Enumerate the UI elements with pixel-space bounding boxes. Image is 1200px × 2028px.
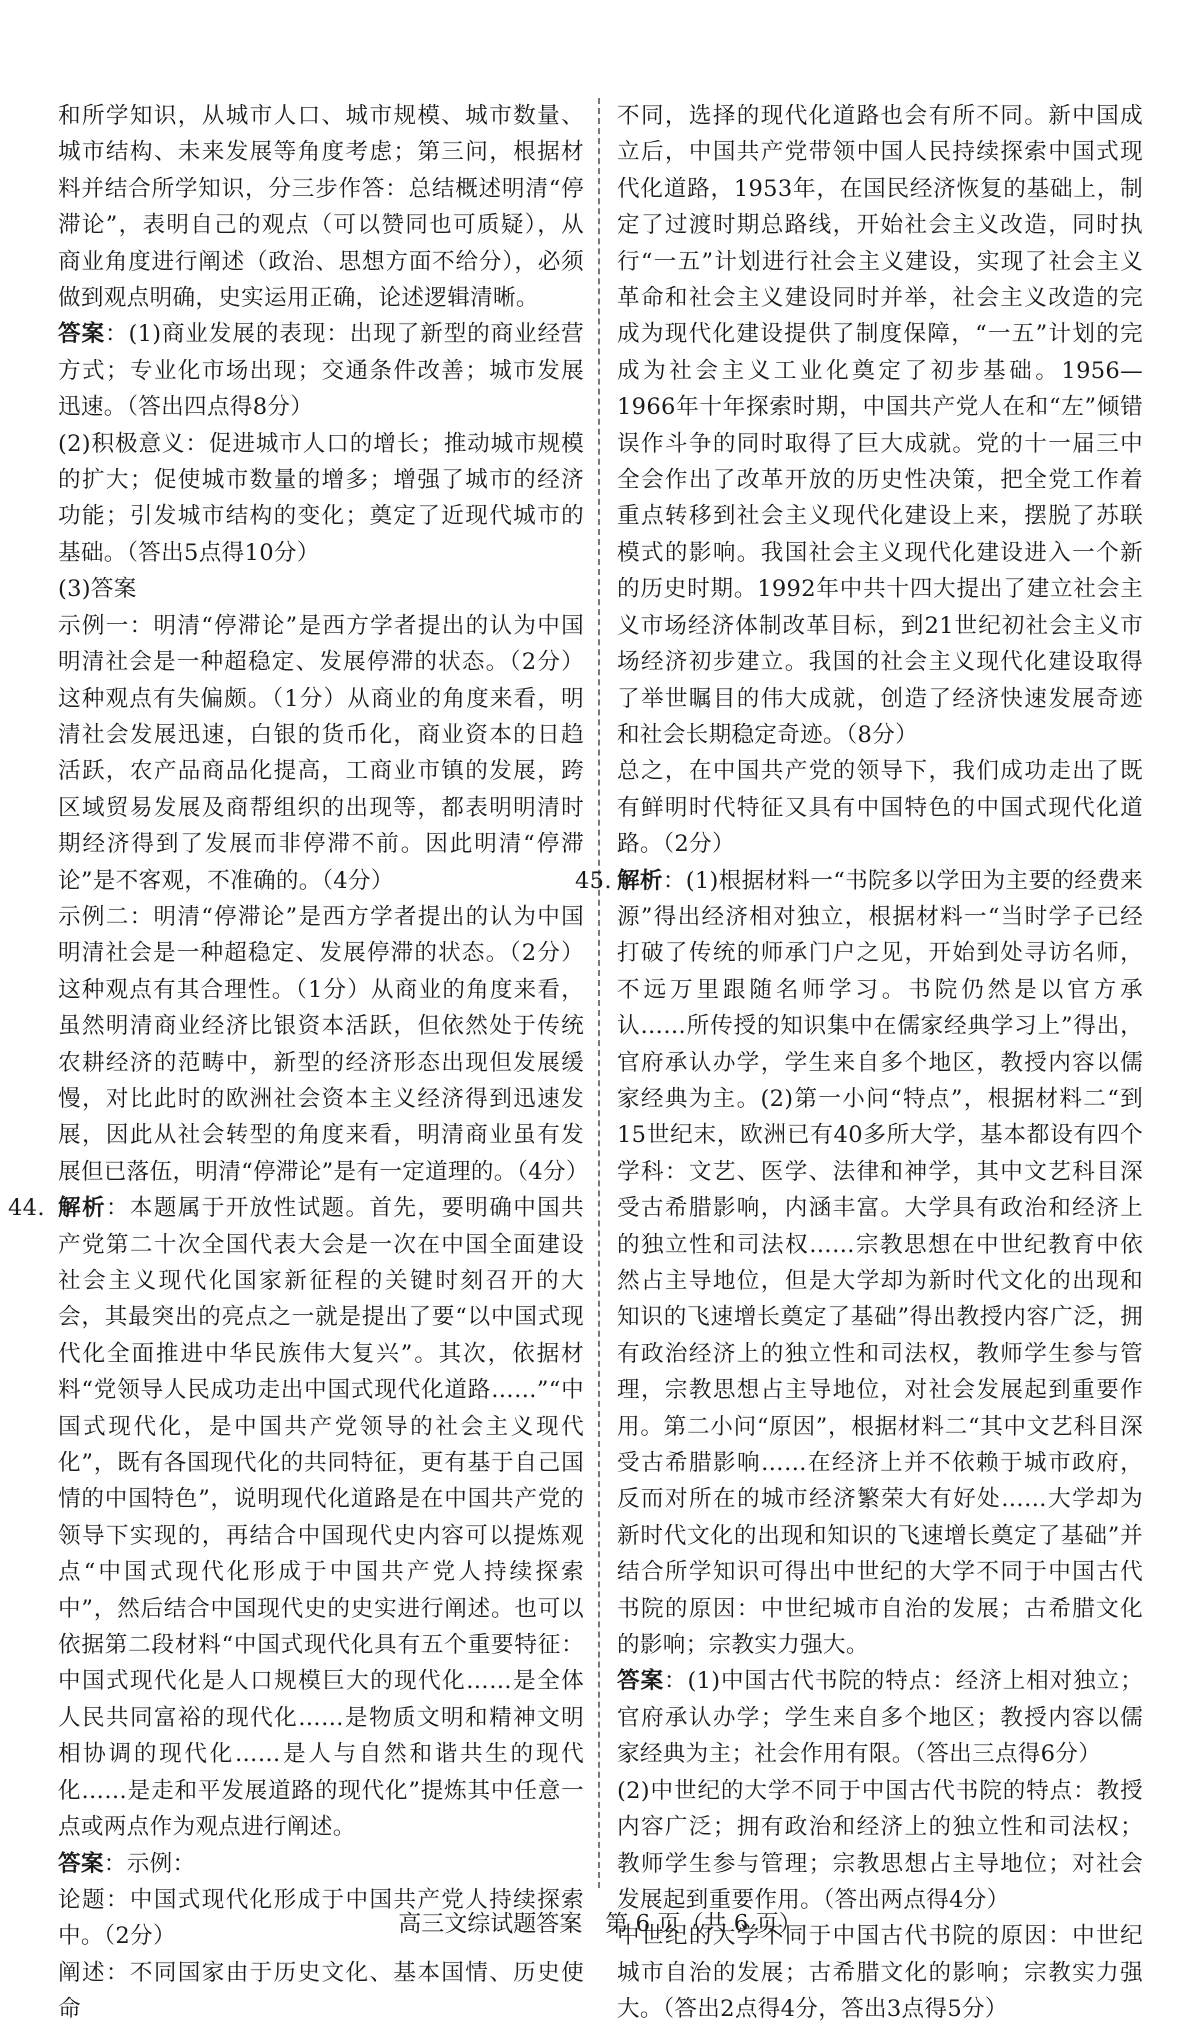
analysis-text: ：本题属于开放性试题。首先，要明确中国共产党第二十次全国代表大会是一次在中国全面建设社会主义现代化国家新征程的关键时刻召开的大会，其最突出的亮点之一就是提出了要“以中国式现代化全面推进中华民族伟大复兴”。其次，依据材料“党领导人民成功走出中国式现代化道路……”“中国式现代化，是中国共产党领导的社会主义现代化”，既有各国现代化的共同特征，更有基于自己国情的中国特色”，说明现代化道路是在中国共产党的领导下实现的，再结合中国现代史内容可以提炼观点“中国式现代化形成于中国共产党人持续探索中”，然后结合中国现代史的史实进行阐述。也可以依据第二段材料“中国式现代化具有五个重要特征：中国式现代化是人口规模巨大的现代化……是全体人民共同富裕的现代化……是物质文明和精神文明相协调的现代化……是人与自然和谐共生的现代化……是走和平发展道路的现代化”提炼其中任意一点或两点作为观点进行阐述。 — [58, 1195, 584, 1841]
q44-thesis: 论题：中国式现代化形成于中国共产党人持续探索中。（2分） — [58, 1886, 584, 1950]
q45-analysis — [575, 863, 1143, 1664]
q43-example-two: 示例二：明清“停滞论”是西方学者提出的认为中国明清社会是一种超稳定、发展停滞的状态。（2分）这种观点有其合理性。（1分）从商业的角度来看，虽然明清商业经济比银资本活跃，但依然处于传统农耕经济的范畴中，新型的经济形态出现但发展缓慢，对比此时的欧洲社会资本主义经济得到迅速发展，因此从社会转型的角度来看，明清商业虽有发展但已落伍，明清“停滞论”是有一定道理的。（4分） — [58, 903, 589, 1185]
q43-answer-part3-heading: (3)答案 — [58, 576, 137, 603]
q43-example-one: 示例一：明清“停滞论”是西方学者提出的认为中国明清社会是一种超稳定、发展停滞的状态。（2分）这种观点有失偏颇。（1分）从商业的角度来看，明清社会发展迅速，白银的货币化，商业资本的日趋活跃，农产品商品化提高，工商业市镇的发展，跨区域贸易发展及商帮组织的出现等，都表明明清时期经济得到了发展而非停滞不前。因此明清“停滞论”是不客观，不准确的。（4分） — [58, 612, 584, 894]
answer-label: 答案 — [617, 1668, 664, 1695]
column-divider — [598, 98, 600, 1888]
q45-answer-reasons: 中世纪的大学不同于中国古代书院的原因：中世纪城市自治的发展；古希腊文化的影响；宗教实力强大。（答出2点得4分，答出3点得5分） — [617, 1923, 1143, 2023]
q43-analysis-continued: 和所学知识，从城市人口、城市规模、城市数量、城市结构、未来发展等角度考虑；第三问，根据材料并结合所学知识，分三步作答：总结概述明清“停滞论”，表明自己的观点（可以赞同也可质疑），从商业角度进行阐述（政治、思想方面不给分），必须做到观点明确，史实运用正确，论述逻辑清晰。 — [58, 103, 584, 312]
answer-label: 答案 — [58, 321, 105, 348]
q45-answer-part1 — [617, 1663, 1143, 1772]
question-number: 45. — [575, 867, 612, 894]
q43-answer-part2: (2)积极意义：促进城市人口的增长；推动城市规模的扩大；促使城市数量的增多；增强了城市的经济功能；引发城市结构的变化；奠定了近现代城市的基础。（答出5点得10分） — [58, 430, 584, 566]
analysis-label: 解析 — [617, 867, 663, 894]
answer-text: ：(1)中国古代书院的特点：经济上相对独立；官府承认办学；学生来自多个地区；教授内容以儒家经典为主；社会作用有限。（答出三点得6分） — [617, 1668, 1143, 1768]
page-footer: 高三文综试题答案 第 6 页（共 6 页） — [398, 1911, 802, 1937]
analysis-label: 解析 — [58, 1195, 106, 1222]
q44-exposition-continued: 不同，选择的现代化道路也会有所不同。新中国成立后，中国共产党带领中国人民持续探索中国式现代化道路，1953年，在国民经济恢复的基础上，制定了过渡时期总路线，开始社会主义改造，同时执行“一五”计划进行社会主义建设，实现了社会主义革命和社会主义建设同时并举，社会主义改造的完成为现代化建设提供了制度保障，“一五”计划的完成为社会主义工业化奠定了初步基础。1956—1966年十年探索时期，中国共产党人在和“左”倾错误作斗争的同时取得了巨大成就。党的十一届三中全会作出了改革开放的历史性决策，把全党工作着重点转移到社会主义现代化建设上来，摆脱了苏联模式的影响。我国社会主义现代化建设进入一个新的历史时期。1992年中共十四大提出了建立社会主义市场经济体制改革目标，到21世纪初社会主义市场经济初步建立。我国的社会主义现代化建设取得了举世瞩目的伟大成就，创造了经济快速发展奇迹和社会长期稳定奇迹。（8分） — [617, 103, 1143, 748]
q44-answer — [58, 1846, 584, 1882]
q44-analysis — [8, 1190, 584, 1845]
q44-exposition: 阐述：不同国家由于历史文化、基本国情、历史使命 — [58, 1959, 584, 2023]
q45-answer-part2: (2)中世纪的大学不同于中国古代书院的特点：教授内容广泛；拥有政治和经济上的独立性和司法权；教师学生参与管理；宗教思想占主导地位；对社会发展起到重要作用。（答出两点得4分） — [617, 1777, 1143, 1913]
answer-label: 答案 — [58, 1850, 104, 1877]
q43-answer-part1 — [58, 316, 584, 425]
answer-text: ：(1)商业发展的表现：出现了新型的商业经营方式；专业化市场出现；交通条件改善；城市发展迅速。（答出四点得8分） — [58, 321, 584, 421]
analysis-text: ：(1)根据材料一“书院多以学田为主要的经费来源”得出经济相对独立，根据材料一“当时学子已经打破了传统的师承门户之见，开始到处寻访名师，不远万里跟随名师学习。书院仍然是以官方承认……所传授的知识集中在儒家经典学习上”得出，官府承认办学，学生来自多个地区，教授内容以儒家经典为主。(2)第一小问“特点”，根据材料二“到15世纪末，欧洲已有40多所大学，基本都设有四个学科：文艺、医学、法律和神学，其中文艺科目深受古希腊影响，内涵丰富。大学具有政治和经济上的独立性和司法权……宗教思想在中世纪教育中依然占主导地位，但是大学却为新时代文化的出现和知识的飞速增长奠定了基础”得出教授内容广泛，拥有政治经济上的独立性和司法权，教师学生参与管理，宗教思想占主导地位，对社会发展起到重要作用。第二小问“原因”，根据材料二“其中文艺科目深受古希腊影响……在经济上并不依赖于城市政府，反而对所在的城市经济繁荣大有好处……大学却为新时代文化的出现和知识的飞速增长奠定了基础”并结合所学知识可得出中世纪的大学不同于中国古代书院的原因：中世纪城市自治的发展；古希腊文化的影响；宗教实力强大。 — [617, 867, 1143, 1659]
left-column — [8, 98, 589, 2028]
answer-text: ：示例： — [103, 1850, 196, 1877]
q44-conclusion: 总之，在中国共产党的领导下，我们成功走出了既有鲜明时代特征又具有中国特色的中国式现代化道路。（2分） — [617, 758, 1143, 858]
question-number: 44. — [8, 1195, 45, 1222]
